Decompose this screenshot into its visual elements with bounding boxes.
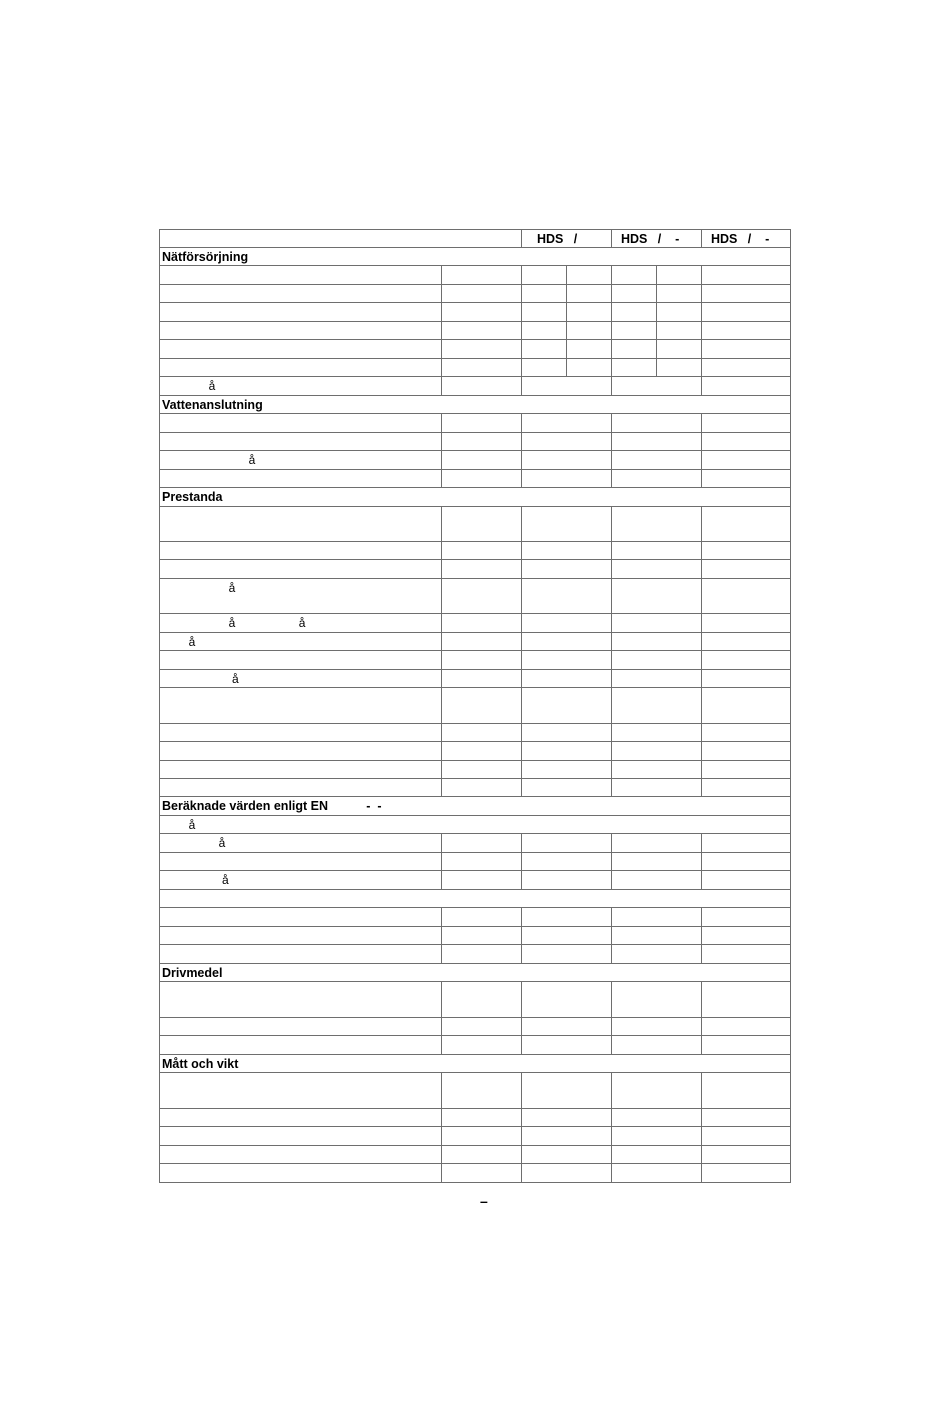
column-divider	[701, 414, 702, 432]
column-divider	[441, 871, 442, 889]
column-divider	[701, 470, 702, 487]
column-divider	[566, 303, 567, 321]
column-divider	[701, 853, 702, 870]
column-divider	[701, 1073, 702, 1108]
column-divider	[611, 451, 612, 469]
row-label: å	[162, 453, 256, 467]
column-divider	[701, 433, 702, 450]
column-divider	[521, 433, 522, 450]
column-divider	[701, 303, 702, 321]
column-divider	[521, 908, 522, 926]
column-divider	[611, 908, 612, 926]
column-divider	[521, 266, 522, 284]
column-divider	[656, 285, 657, 302]
column-divider	[566, 322, 567, 339]
column-divider	[521, 688, 522, 723]
column-divider	[521, 724, 522, 741]
section-title: Nätförsörjning	[162, 250, 249, 264]
column-divider	[701, 1164, 702, 1182]
column-divider	[611, 1127, 612, 1145]
table-row	[159, 560, 791, 579]
section-title: Beräknade värden enligt EN - -	[162, 799, 382, 813]
column-divider	[611, 761, 612, 778]
column-divider	[521, 1073, 522, 1108]
column-divider	[441, 651, 442, 669]
column-divider	[441, 1073, 442, 1108]
column-divider	[521, 1127, 522, 1145]
column-divider	[521, 451, 522, 469]
table-row	[159, 1109, 791, 1127]
column-divider	[521, 542, 522, 559]
section-header-row	[159, 248, 791, 266]
column-divider	[701, 266, 702, 284]
column-divider	[611, 230, 612, 247]
column-divider	[701, 1127, 702, 1145]
column-divider	[701, 451, 702, 469]
column-divider	[701, 761, 702, 778]
column-divider	[611, 1036, 612, 1054]
table-row	[159, 285, 791, 303]
column-divider	[611, 1109, 612, 1126]
column-divider	[521, 579, 522, 613]
column-divider	[521, 560, 522, 578]
column-divider	[611, 470, 612, 487]
column-divider	[611, 303, 612, 321]
column-divider	[701, 1146, 702, 1163]
row-label: å	[162, 672, 239, 686]
column-divider	[521, 945, 522, 963]
table-row	[159, 816, 791, 834]
table-row	[159, 1164, 791, 1183]
table-row	[159, 945, 791, 964]
table-row	[159, 853, 791, 871]
column-divider	[441, 560, 442, 578]
column-divider	[611, 1164, 612, 1182]
column-divider	[611, 834, 612, 852]
column-divider	[566, 359, 567, 376]
column-divider	[701, 982, 702, 1017]
column-divider	[441, 614, 442, 632]
column-divider	[701, 742, 702, 760]
column-divider	[656, 266, 657, 284]
table-row	[159, 377, 791, 396]
model-column-header-1: HDS /	[537, 232, 578, 246]
column-divider	[611, 633, 612, 650]
table-row	[159, 579, 791, 614]
column-divider	[521, 614, 522, 632]
column-divider	[521, 1164, 522, 1182]
table-row	[159, 1127, 791, 1146]
column-divider	[656, 340, 657, 358]
table-row	[159, 982, 791, 1018]
table-row	[159, 1036, 791, 1055]
column-divider	[611, 377, 612, 395]
column-divider	[521, 285, 522, 302]
column-divider	[521, 322, 522, 339]
section-title: Vattenanslutning	[162, 398, 263, 412]
column-divider	[441, 414, 442, 432]
column-divider	[701, 340, 702, 358]
column-divider	[441, 927, 442, 944]
column-divider	[441, 433, 442, 450]
column-divider	[701, 688, 702, 723]
column-divider	[521, 1146, 522, 1163]
column-divider	[611, 507, 612, 541]
table-row	[159, 651, 791, 670]
column-divider	[611, 724, 612, 741]
column-divider	[611, 982, 612, 1017]
column-divider	[611, 266, 612, 284]
table-row	[159, 414, 791, 433]
column-divider	[441, 670, 442, 687]
column-divider	[701, 871, 702, 889]
column-divider	[441, 266, 442, 284]
column-divider	[521, 507, 522, 541]
section-title: Mått och vikt	[162, 1057, 239, 1071]
column-divider	[521, 1036, 522, 1054]
column-divider	[611, 285, 612, 302]
column-divider	[441, 359, 442, 376]
table-row	[159, 871, 791, 890]
column-divider	[701, 542, 702, 559]
column-divider	[441, 908, 442, 926]
column-divider	[656, 359, 657, 376]
column-divider	[441, 853, 442, 870]
column-divider	[611, 414, 612, 432]
column-divider	[441, 1018, 442, 1035]
column-divider	[701, 1018, 702, 1035]
column-divider	[521, 303, 522, 321]
column-divider	[441, 1036, 442, 1054]
section-title: Prestanda	[162, 490, 223, 504]
column-divider	[701, 908, 702, 926]
section-header-row	[159, 1055, 791, 1073]
column-divider	[701, 579, 702, 613]
section-header-row	[159, 797, 791, 816]
column-divider	[611, 322, 612, 339]
column-divider	[441, 834, 442, 852]
column-divider	[701, 377, 702, 395]
column-divider	[521, 230, 522, 247]
table-row	[159, 303, 791, 322]
table-row	[159, 724, 791, 742]
table-row	[159, 542, 791, 560]
column-divider	[441, 303, 442, 321]
row-label: å	[162, 379, 216, 393]
section-header-row	[159, 488, 791, 507]
section-header-row	[159, 964, 791, 982]
row-label: å	[162, 635, 196, 649]
section-header-row	[159, 396, 791, 414]
column-divider	[701, 651, 702, 669]
column-divider	[701, 507, 702, 541]
table-row	[159, 688, 791, 724]
column-divider	[521, 779, 522, 796]
column-divider	[701, 633, 702, 650]
column-divider	[521, 340, 522, 358]
table-row	[159, 908, 791, 927]
table-row	[159, 834, 791, 853]
column-divider	[611, 359, 612, 376]
column-divider	[441, 377, 442, 395]
column-divider	[701, 285, 702, 302]
column-divider	[521, 414, 522, 432]
column-divider	[611, 927, 612, 944]
column-divider	[611, 579, 612, 613]
column-divider	[521, 670, 522, 687]
column-divider	[521, 742, 522, 760]
column-divider	[521, 761, 522, 778]
column-divider	[701, 1036, 702, 1054]
column-divider	[521, 1109, 522, 1126]
table-row	[159, 742, 791, 761]
column-divider	[441, 340, 442, 358]
column-divider	[611, 1018, 612, 1035]
row-label: å å	[162, 616, 306, 630]
column-divider	[611, 1073, 612, 1108]
column-divider	[441, 1146, 442, 1163]
row-label: å	[162, 818, 196, 832]
column-divider	[611, 433, 612, 450]
column-divider	[701, 779, 702, 796]
column-divider	[441, 724, 442, 741]
column-divider	[611, 560, 612, 578]
table-row	[159, 266, 791, 285]
table-row	[159, 633, 791, 651]
column-divider	[441, 761, 442, 778]
column-divider	[521, 377, 522, 395]
column-divider	[566, 266, 567, 284]
section-title: Drivmedel	[162, 966, 223, 980]
table-row	[159, 779, 791, 797]
column-divider	[441, 982, 442, 1017]
column-divider	[611, 853, 612, 870]
column-divider	[611, 945, 612, 963]
column-divider	[441, 742, 442, 760]
column-divider	[521, 1018, 522, 1035]
table-row	[159, 890, 791, 908]
column-divider	[441, 945, 442, 963]
table-row	[159, 670, 791, 688]
column-divider	[441, 507, 442, 541]
column-divider	[441, 451, 442, 469]
column-divider	[701, 724, 702, 741]
table-row	[159, 1073, 791, 1109]
table-row	[159, 1146, 791, 1164]
table-row	[159, 507, 791, 542]
column-divider	[611, 670, 612, 687]
column-divider	[611, 779, 612, 796]
column-divider	[701, 560, 702, 578]
column-divider	[611, 1146, 612, 1163]
column-divider	[441, 285, 442, 302]
table-row	[159, 433, 791, 451]
page-footer-dash: –	[480, 1193, 488, 1209]
model-column-header-3: HDS / -	[711, 232, 770, 246]
table-row	[159, 1018, 791, 1036]
column-divider	[611, 340, 612, 358]
column-divider	[521, 853, 522, 870]
column-divider	[656, 322, 657, 339]
column-divider	[441, 1127, 442, 1145]
column-divider	[441, 579, 442, 613]
column-divider	[701, 230, 702, 247]
table-row	[159, 470, 791, 488]
column-divider	[611, 688, 612, 723]
table-row	[159, 340, 791, 359]
column-divider	[701, 927, 702, 944]
column-divider	[701, 614, 702, 632]
column-divider	[441, 470, 442, 487]
column-divider	[656, 303, 657, 321]
column-divider	[441, 1164, 442, 1182]
column-divider	[441, 542, 442, 559]
column-divider	[701, 322, 702, 339]
table-row	[159, 322, 791, 340]
column-divider	[441, 633, 442, 650]
table-row	[159, 359, 791, 377]
column-divider	[521, 470, 522, 487]
technical-data-table	[159, 229, 791, 1183]
column-divider	[611, 542, 612, 559]
column-divider	[521, 359, 522, 376]
column-divider	[611, 742, 612, 760]
column-divider	[701, 359, 702, 376]
column-divider	[701, 945, 702, 963]
table-row	[159, 761, 791, 779]
column-divider	[441, 688, 442, 723]
column-divider	[566, 340, 567, 358]
column-divider	[521, 871, 522, 889]
column-divider	[611, 871, 612, 889]
table-row	[159, 614, 791, 633]
model-column-header-2: HDS / -	[621, 232, 680, 246]
column-divider	[441, 1109, 442, 1126]
table-row	[159, 927, 791, 945]
column-divider	[521, 927, 522, 944]
column-divider	[701, 670, 702, 687]
row-label: å	[162, 836, 226, 850]
column-divider	[521, 633, 522, 650]
column-divider	[521, 834, 522, 852]
column-divider	[521, 651, 522, 669]
column-divider	[611, 651, 612, 669]
column-divider	[566, 285, 567, 302]
column-divider	[521, 982, 522, 1017]
column-header-row	[159, 229, 791, 248]
row-label: å	[162, 581, 236, 595]
column-divider	[441, 779, 442, 796]
column-divider	[441, 322, 442, 339]
table-row	[159, 451, 791, 470]
column-divider	[701, 834, 702, 852]
column-divider	[701, 1109, 702, 1126]
row-label: å	[162, 873, 229, 887]
column-divider	[611, 614, 612, 632]
